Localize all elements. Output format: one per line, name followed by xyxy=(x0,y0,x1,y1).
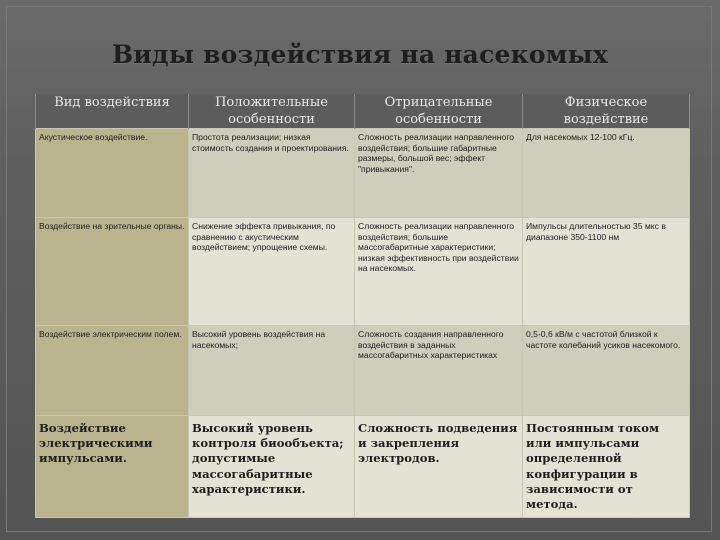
cell-positive: Снижение эффекта привыкания, по сравнению с акустическим воздействием; упрощение схемы. xyxy=(189,218,355,326)
cell-impact-type: Воздействие электрическим полем. xyxy=(36,326,189,416)
cell-impact-type: Акустическое воздействие. xyxy=(36,129,189,218)
cell-negative: Сложность реализации направленного воздействия; большие габаритные размеры, большой вес; эффект "привыкания". xyxy=(355,129,523,218)
header-physical: Физическое воздействие xyxy=(523,94,690,129)
cell-impact-type: Воздействие электрическими импульсами. xyxy=(36,416,189,518)
cell-negative: Сложность реализации направленного воздействия; большие массогабаритные характеристики; низкая эффективность при воздействии на насекомых. xyxy=(355,218,523,326)
cell-physical: Для насекомых 12-100 кГц. xyxy=(523,129,690,218)
table-row xyxy=(36,218,690,326)
insect-impact-table xyxy=(35,94,690,518)
cell-negative: Сложность подведения и закрепления электродов. xyxy=(355,416,523,518)
header-impact-type: Вид воздействия xyxy=(36,94,189,129)
slide-title: Виды воздействия на насекомых xyxy=(111,40,609,69)
cell-positive: Высокий уровень воздействия на насекомых; xyxy=(189,326,355,416)
cell-physical: 0,5-0,6 кВ/м с частотой близкой к частоте колебаний усиков насекомого. xyxy=(523,326,690,416)
cell-negative: Сложность создания направленного воздействия в заданных массогабаритных характеристиках xyxy=(355,326,523,416)
header-positive: Положительные особенности xyxy=(189,94,355,129)
header-negative: Отрицательные особенности xyxy=(355,94,523,129)
cell-impact-type: Воздействие на зрительные органы. xyxy=(36,218,189,326)
table-row xyxy=(36,326,690,416)
table-header-row xyxy=(36,94,690,129)
cell-physical: Постоянным током или импульсами определенной конфигурации в зависимости от метода. xyxy=(523,416,690,518)
cell-physical: Импульсы длительностью 35 мкс в диапазоне 350-1100 нм xyxy=(523,218,690,326)
table-row xyxy=(36,129,690,218)
table-row xyxy=(36,416,690,518)
cell-positive: Высокий уровень контроля биообъекта; допустимые массогабаритные характеристики. xyxy=(189,416,355,518)
cell-positive: Простота реализации; низкая стоимость создания и проектирования. xyxy=(189,129,355,218)
